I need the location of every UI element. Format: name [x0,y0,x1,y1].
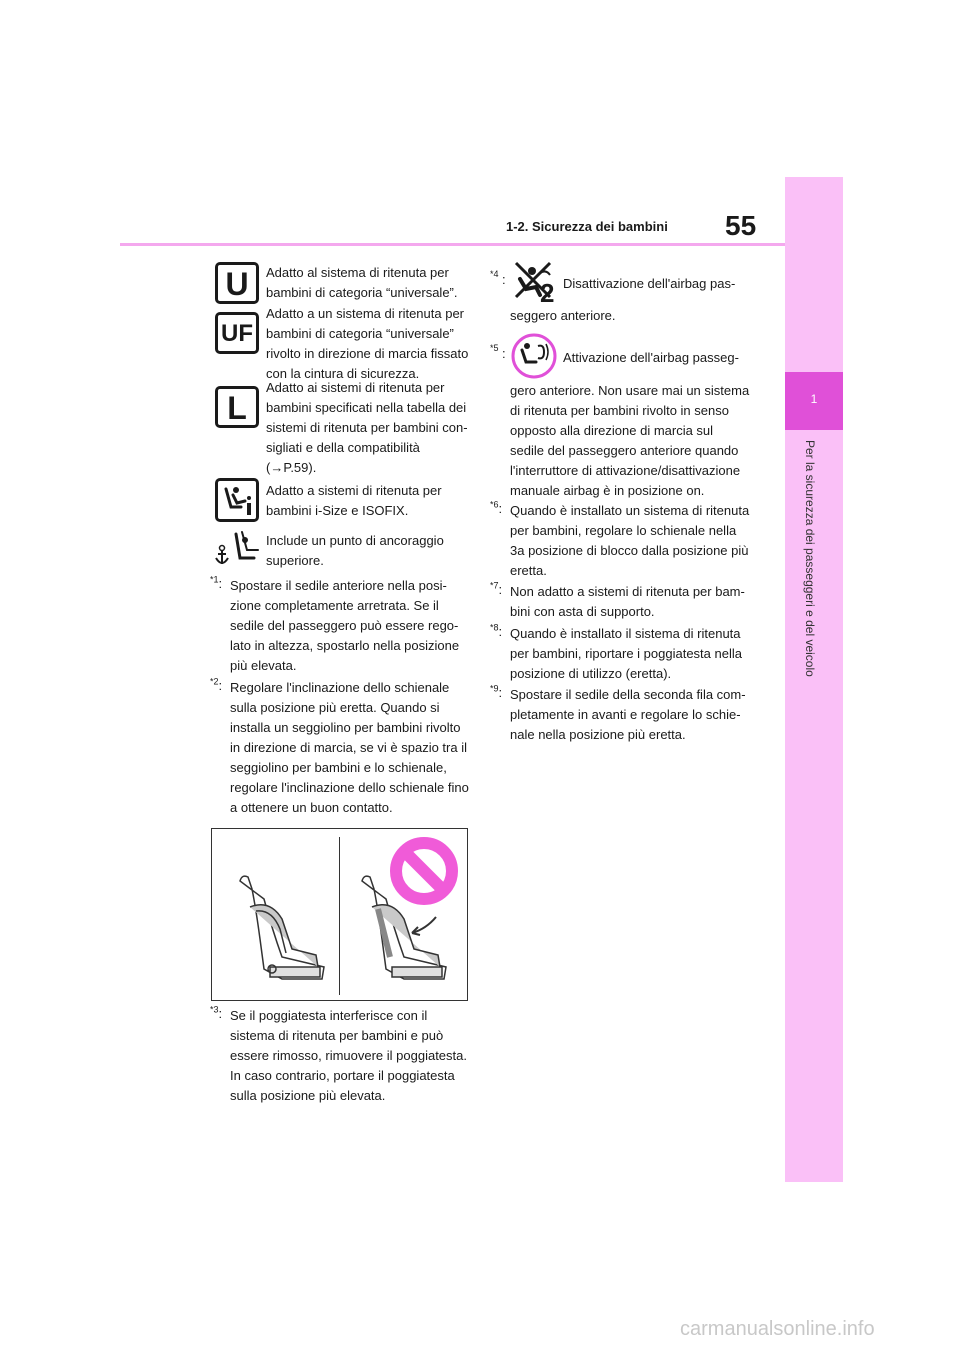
text-line: per bambini, regolare lo schienale nella [510,523,737,538]
text-line: superiore. [266,553,324,568]
seat-drawings [212,829,467,1000]
text-line: Regolare l'inclinazione dello schienale [230,680,450,695]
text-line: Se il poggiatesta interferisce con il [230,1008,428,1023]
l-category-icon [215,386,259,428]
text-line: essere rimosso, rimuovere il poggiatesta. [230,1048,467,1063]
side-tab-number: 1 [810,392,818,406]
note-mark: *8 [490,622,499,633]
section-title: 1-2. Sicurezza dei bambini [506,219,668,234]
text-line: con la cintura di sicurezza. [266,366,420,381]
note-4: *4 : 2 Disattivazione dell'airbag pas- seggero anteriore. [490,262,760,332]
text-line: in direzione di marcia, se vi è spazio tra il [230,740,467,755]
text-line: (→P.59). [266,460,317,475]
text-line: Quando è installato il sistema di ritenuta [510,626,741,641]
note-3 [210,1006,475,1106]
symbol-l-text [266,378,476,478]
airbag-off-digit: 2 [540,278,555,308]
anchor-seat-glyph [214,528,262,572]
anchor-seat-icon [214,528,262,572]
note-colon: : [502,346,506,361]
text-line: a ottenere un buon contatto. [230,800,393,815]
text-line: bambini specificati nella tabella dei [266,400,467,415]
text-line: sedile del passeggero può essere rego- [230,618,459,633]
text-line: più elevata. [230,658,297,673]
side-tab-label: Per la sicurezza dei passeggeri e del veicolo [803,440,817,677]
text-line: sistemi di ritenuta per bambini con- [266,420,468,435]
note-8 [490,624,760,684]
text-line: Quando è installato un sistema di ritenuta [510,503,750,518]
u-icon-letter: U [225,266,249,302]
note-body [230,678,469,818]
symbol-isize-text [266,481,476,521]
text-line: sistema di ritenuta per bambini e può [230,1028,444,1043]
note-label: $^{*9}$: [490,683,503,700]
text-line: pletamente in avanti e regolare lo schie- [510,707,741,722]
text-line: sulla posizione più eretta. Quando si [230,700,440,715]
note-2 [210,678,475,818]
note-mark: *6 [490,499,499,510]
text-line: per bambini, riportare i poggiatesta nella [510,646,742,661]
symbol-u-text [266,263,476,303]
note-4-inline: Disattivazione dell'airbag pas- [563,276,736,291]
text-line: Adatto ai sistemi di ritenuta per [266,380,445,395]
note-5: *5 : Attivazione dell'airbag passeg- gero anteriore. Non usare mai un sistema di ritenuta per bambini rivolto in senso opposto alla direzione di marcia sul sedile del passeggero anteriore quando l'interruttore di attivazione/disattivazione manuale airbag è in posizione on. [490,334,760,504]
text-line: manuale airbag è in posizione on. [510,483,705,498]
text-line: sigliati e della compatibilità [266,440,420,455]
text-line: In caso contrario, portare il poggiatesta [230,1068,455,1083]
text-line: bambini i-Size e ISOFIX. [266,503,409,518]
text-line: seggiolino per bambini e lo schienale, [230,760,447,775]
note-7 [490,582,760,622]
text-line: Spostare il sedile della seconda fila com- [510,687,746,702]
text-line: rivolto in direzione di marcia fissato [266,346,469,361]
text-line: regolare l'inclinazione dello schienale fino [230,780,469,795]
note-9 [490,685,760,745]
note-label: $^{*6}$: [490,499,503,516]
text-line: bambini di categoria “universale”. [266,285,458,300]
side-tab [785,177,843,1182]
text-line: opposto alla direzione di marcia sul [510,423,714,438]
text-line: l'interruttore di attivazione/disattivazione [510,463,741,478]
note-5-inline: Attivazione dell'airbag passeg- [563,350,739,365]
i-size-seat-icon [215,478,259,522]
note-body [230,1006,467,1106]
note-body [510,582,745,622]
seat-recline-illustration [211,828,468,1001]
l-icon-letter: L [227,390,247,426]
note-body [510,381,749,501]
text-line: Include un punto di ancoraggio [266,533,444,548]
uf-category-icon [215,312,259,354]
text-line: Adatto a un sistema di ritenuta per [266,306,465,321]
note-colon: : [502,272,506,287]
note-label: $^{*2}$: [210,676,223,693]
note-mark: *1 [210,574,219,585]
note-1 [210,576,475,676]
note-body [510,685,746,745]
symbol-anchor-text [266,531,476,571]
text-line: bini con asta di supporto. [510,604,655,619]
note-6 [490,501,760,581]
text-line: nale nella posizione più eretta. [510,727,686,742]
text-line: sulla posizione più elevata. [230,1088,386,1103]
prohibit-icon [396,843,452,899]
note-label: $^{*1}$: [210,574,223,591]
u-category-icon [215,262,259,304]
airbag-on-icon [510,332,558,380]
note-mark: *7 [490,580,499,591]
header-rule [120,243,785,246]
text-line: Adatto a sistemi di ritenuta per [266,483,442,498]
watermark: carmanualsonline.info [680,1318,875,1340]
note-label: $^{*8}$: [490,622,503,639]
page-number: 55 [725,210,757,241]
text-line: gero anteriore. Non usare mai un sistema [510,383,750,398]
symbol-uf-text [266,304,476,384]
note-body [510,501,749,581]
text-line: bambini di categoria “universale” [266,326,454,341]
note-label: $^{*7}$: [490,580,503,597]
note-body [230,576,459,676]
i-size-seat-glyph [219,481,257,519]
text-line: seggero anteriore. [510,308,616,323]
text-line: posizione di utilizzo (eretta). [510,666,672,681]
note-mark: *9 [490,683,499,694]
note-mark: *3 [210,1004,219,1015]
uf-icon-letter: UF [221,320,253,347]
text-line: sedile del passeggero anteriore quando [510,443,739,458]
text-line: 3a posizione di blocco dalla posizione più [510,543,749,558]
text-line: lato in altezza, spostarlo nella posizione [230,638,460,653]
note-label: $^{*3}$: [210,1004,223,1021]
text-line: Adatto al sistema di ritenuta per [266,265,449,280]
text-line: Non adatto a sistemi di ritenuta per bam- [510,584,745,599]
text-line: zione completamente arretrata. Se il [230,598,439,613]
text-line: Spostare il sedile anteriore nella posi- [230,578,447,593]
note-mark: *2 [210,676,219,687]
text-line: eretta. [510,563,547,578]
note-body [510,624,742,684]
text-line: di ritenuta per bambini rivolto in senso [510,403,729,418]
text-line: installa un seggiolino per bambini rivolto [230,720,461,735]
